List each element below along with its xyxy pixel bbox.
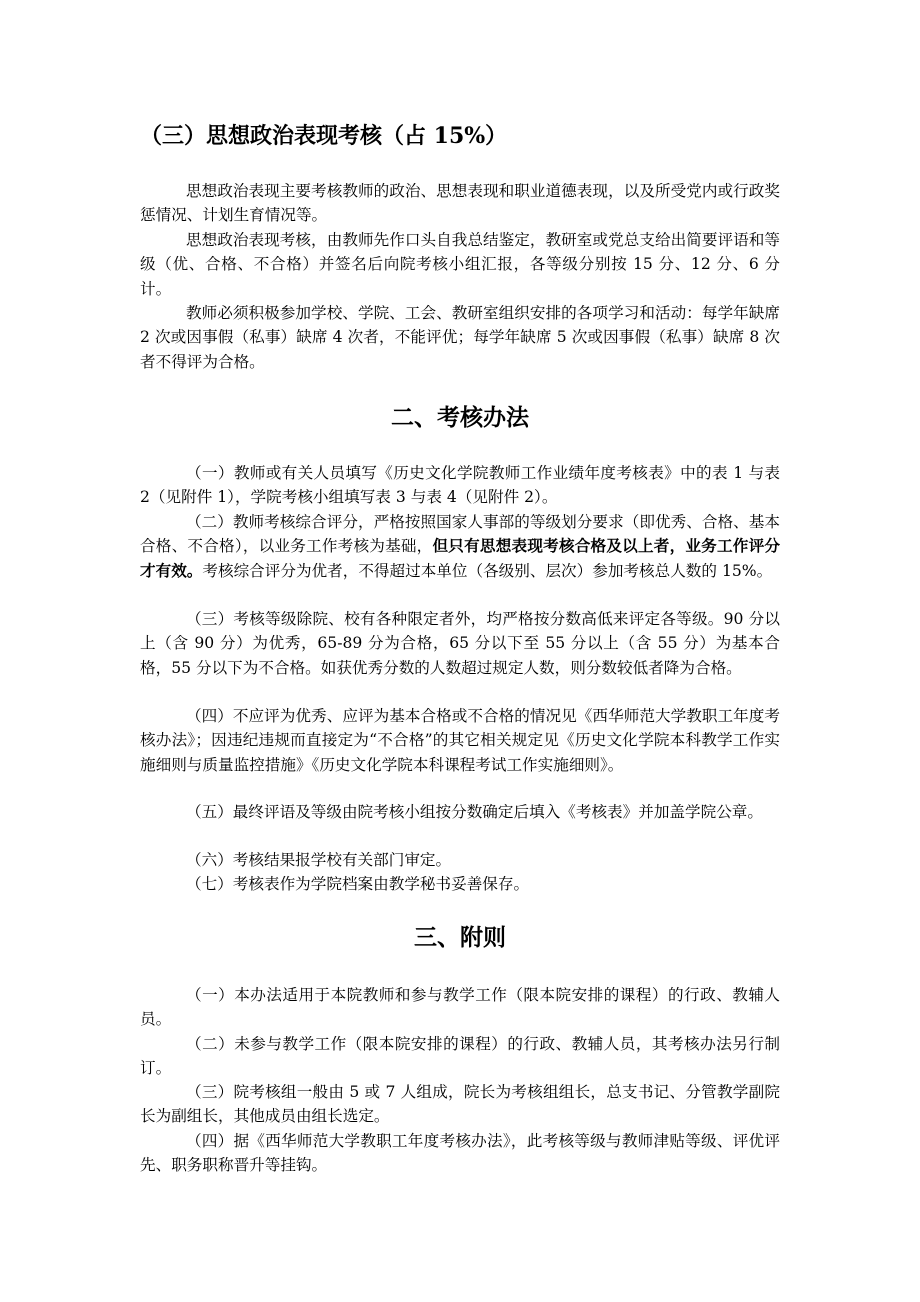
method-item-1: （一）教师或有关人员填写《历史文化学院教师工作业绩年度考核表》中的表 1 与表 2（见附件 1），学院考核小组填写表 3 与表 4（见附件 2）。 [140, 464, 780, 507]
method-item-5: （五）最终评语及等级由院考核小组按分数确定后填入《考核表》并加盖学院公章。 [186, 803, 763, 821]
method-item-7: （七）考核表作为学院档案由教学秘书妥善保存。 [186, 875, 530, 893]
method-item-2 [140, 510, 780, 583]
political-performance-heading: （三）思想政治表现考核（占 15%） [140, 123, 508, 149]
method-item-3: （三）考核等级除院、校有各种限定者外，均严格按分数高低来评定各等级。90 分以上（含 90 分）为优秀，65-89 分为合格，65 分以下至 55 分以上（含 55 分）为基本合格，55 分以下为不合格。如获优秀分数的人数超过规定人数，则分数较低者降为合格。 [140, 610, 780, 677]
supplementary-item-4: （四）据《西华师范大学教职工年度考核办法》，此考核等级与教师津贴等级、评优评先、职务职称晋升等挂钩。 [140, 1132, 780, 1175]
supplementary-heading: 三、附则 [414, 924, 506, 951]
supplementary-item-1: （一）本办法适用于本院教师和参与教学工作（限本院安排的课程）的行政、教辅人员。 [140, 986, 780, 1029]
political-paragraph-3: 教师必须积极参加学校、学院、工会、教研室组织安排的各项学习和活动：每学年缺席 2 次或因事假（私事）缺席 4 次者，不能评优；每学年缺席 5 次或因事假（私事）缺席 8 次者不得评为合格。 [140, 304, 780, 371]
method-item-2-emphasis: 但只有思想表现考核合格及以上者，业务工作评分才有效。 [140, 536, 780, 580]
method-item-2-text-end: 考核综合评分为优者，不得超过本单位（各级别、层次）参加考核总人数的 15%。 [202, 561, 773, 580]
assessment-method-heading: 二、考核办法 [391, 404, 529, 431]
method-item-2-text: （二）教师考核综合评分，严格按照国家人事部的等级划分要求（即优秀、合格、基本合格、不合格），以业务工作考核为基础， [140, 513, 780, 556]
method-item-4: （四）不应评为优秀、应评为基本合格或不合格的情况见《西华师范大学教职工年度考核办法》；因违纪违规而直接定为“不合格”的其它相关规定见《历史文化学院本科教学工作实施细则与质量监控措施》《历史文化学院本科课程考试工作实施细则》。 [140, 707, 780, 774]
supplementary-item-2: （二）未参与教学工作（限本院安排的课程）的行政、教辅人员，其考核办法另行制订。 [140, 1035, 780, 1078]
supplementary-item-3: （三）院考核组一般由 5 或 7 人组成，院长为考核组组长，总支书记、分管教学副院长为副组长，其他成员由组长选定。 [140, 1083, 780, 1126]
political-paragraph-2: 思想政治表现考核，由教师先作口头自我总结鉴定，教研室或党总支给出简要评语和等级（优、合格、不合格）并签名后向院考核小组汇报，各等级分别按 15 分、12 分、6 分计。 [140, 231, 780, 298]
method-item-6: （六）考核结果报学校有关部门审定。 [186, 851, 452, 869]
political-paragraph-1: 思想政治表现主要考核教师的政治、思想表现和职业道德表现，以及所受党内或行政奖惩情况、计划生育情况等。 [140, 182, 780, 225]
